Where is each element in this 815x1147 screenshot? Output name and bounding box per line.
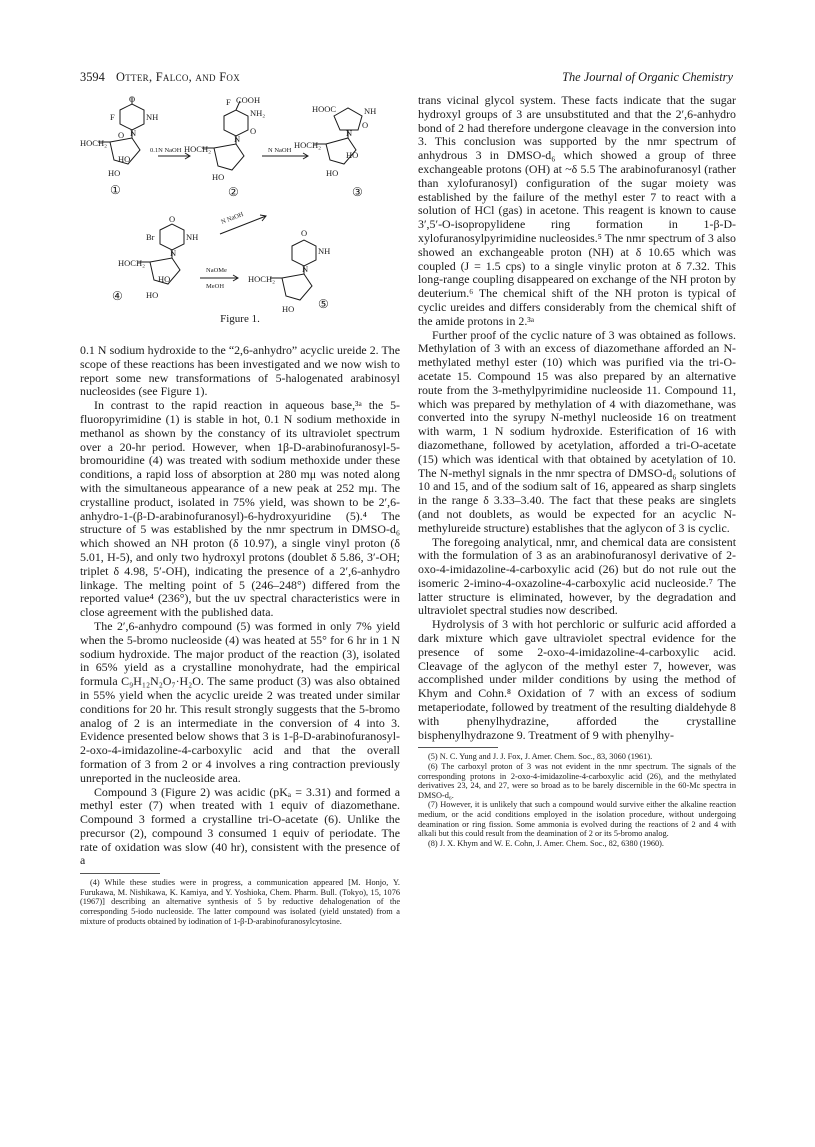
s1-ho2-label: HO bbox=[108, 168, 121, 178]
footnotes bbox=[418, 752, 736, 848]
page-number: 3594 bbox=[80, 70, 105, 84]
s4-nh-label: NH bbox=[186, 232, 199, 242]
s2-ho-label: HO bbox=[212, 172, 225, 182]
compound-3-number: ③ bbox=[352, 185, 363, 199]
journal-title: The Journal of Organic Chemistry bbox=[562, 70, 733, 84]
diagonal-arrow-reagent: N NaOH bbox=[220, 210, 245, 226]
s2-nh2-label: NH₂ bbox=[250, 108, 266, 118]
s3-hoch2-label: HOCH₂ bbox=[294, 140, 322, 150]
s2-fluorine-label: F bbox=[226, 97, 231, 107]
footnote: (8) J. X. Khym and W. E. Cohn, J. Amer. Chem. Soc., 82, 6380 (1960). bbox=[428, 838, 664, 848]
s5-nh-label: NH bbox=[318, 246, 331, 256]
paragraph: Hydrolysis of 3 with hot perchloric or sulfuric acid afforded a dark mixture which gave ultraviolet spectral evidence for the presence of some 2-oxo-4-imidazoline-4-carboxylic acid. Cleavage of the aglycon of the methyl ester 7, however, was accomplished under milder conditions by using the method of Khym and Cohn.⁸ Oxidation of 7 with an excess of sodium metaperiodate, followed by treatment of the resulting dialdehyde 8 with phenylhydrazine, afforded the crystalline bisphenylhydrazone 9. Treatment of 9 with phenylhy- bbox=[418, 617, 736, 742]
s5-oxo-label: O bbox=[301, 228, 308, 238]
running-header bbox=[80, 70, 733, 88]
arrow2-reagent: N NaOH bbox=[268, 147, 292, 154]
reaction-scheme-figure bbox=[80, 96, 400, 328]
compound-5-number: ⑤ bbox=[318, 297, 329, 311]
s1-n-label: N bbox=[130, 128, 137, 138]
left-column bbox=[80, 344, 400, 926]
paragraph: trans vicinal glycol system. These facts indicate that the sugar hydroxyl groups of 3 are unsubstituted and that the 2′,6-anhydro bond of 2 had therefore undergone cleavage in the conversion into 3. This conclusion was supported by the nmr spectrum of anhydrous 3 in DMSO-d₆ which showed a group of three exchangeable protons (OH) at ~δ 5.5 The arabinofuranosyl (rather than xylofuranosyl) configuration of the sugar moiety was established by the failure of the methyl ester 7 to react with a solution of HCl (gas) in acetone. This reagent is known to cause 3′,5′-O-isopropylidene ring formation in 1-β-D-xylofuranosylpyrimidine nucleosides.⁵ The nmr spectrum of 3 also showed an exchangeable proton (NH) at δ 10.65 which was coupled (J = 1.5 cps) to a single vinylic proton at δ 7.32. This long-range coupling disappeared on exchange of the NH proton by deuterium.⁶ The chemical shift of the NH proton is typical of cyclic ureides and differs considerably from the chemical shift of the amide protons in 2.³ᵃ bbox=[418, 93, 736, 328]
author-names: Otter, Falco, and Fox bbox=[116, 70, 241, 84]
s3-hooc-label: HOOC bbox=[312, 104, 337, 114]
paragraph: The 2′,6-anhydro compound (5) was formed in only 7% yield when the 5-bromo nucleoside (4) was heated at 55° for 6 hr in 1 N sodium hydroxide. The major product of the reaction (3), isolated in 65% yield as a crystalline monohydrate, had the empirical formula C₉H₁₂N₂O₇·H₂O. The same product (3) was also obtained in 55% yield when the acyclic ureide 2 was treated under similar conditions for 20 hr. This result strongly suggests that the 5-bromo analog of 2 is an intermediate in the conversion of 4 into 3. Evidence presented below shows that 3 is 1-β-D-arabinofuranosyl-2-oxo-4-imidazoline-4-carboxylic acid and that the overall formation of 3 from 2 or 4 involves a ring contraction previously unreported in the nucleoside area. bbox=[80, 618, 400, 785]
compound-2-number: ② bbox=[228, 185, 239, 199]
s5-hoch2-label: HOCH₂ bbox=[248, 274, 276, 284]
footnote: (6) The carboxyl proton of 3 was not evident in the nmr spectrum. The signals of the corresponding protons in 2-oxo-4-imidazoline-4-carboxylic acid (26), and the methylated derivatives 23, 24, and 27, were so broad as to be barely discernible in the 60-Mc spectra in DMSO-d₆. bbox=[418, 762, 736, 800]
s4-n-label: N bbox=[170, 248, 177, 258]
s3-ho2-label: HO bbox=[326, 168, 339, 178]
right-column bbox=[418, 94, 736, 848]
footnote-divider bbox=[418, 747, 498, 748]
compound-1-number: ① bbox=[110, 183, 121, 197]
s3-oxo-label: O bbox=[362, 120, 369, 130]
s1-ring-o-label: O bbox=[118, 130, 125, 140]
s1-hoch2-label: HOCH₂ bbox=[80, 138, 108, 148]
s2-hoch2-label: HOCH₂ bbox=[184, 144, 212, 154]
compound-4-number: ④ bbox=[112, 289, 123, 303]
s4-bromine-label: Br bbox=[146, 232, 155, 242]
s5-n-label: N bbox=[302, 264, 309, 274]
paragraph: Further proof of the cyclic nature of 3 was obtained as follows. Methylation of 3 with an excess of diazomethane afforded an N-methylated methyl ester (10) which was purified via the tri-O-acetate 15. Compound 15 was also prepared by an alternative route from the 3-methylpyrimidine nucleoside 11. Compound 11, which was prepared by methylation of 4 with diazomethane, was converted into the syrupy N-methyl nucleoside 16 on treatment with warm, 1 N sodium hydroxide. Esterification of 16 with diazomethane, followed by acetylation, afforded a tri-O-acetate (15) which was identical with that obtained by acetylation of 10. The N-methyl signals in the nmr spectra of DMSO-d₆ solutions of 10 and 15, and of the sodium salt of 16, appeared as sharp singlets in the range δ 3.33–3.40. The fact that these peaks are singlets (and not doublets, as would be expected for an acyclic N-methylureide structure) establishes that the aglycon of 3 is cyclic. bbox=[418, 327, 736, 535]
arrow3-reagent: NaOMe bbox=[206, 267, 227, 274]
s3-nh-label: NH bbox=[364, 106, 377, 116]
paragraph: The foregoing analytical, nmr, and chemical data are consistent with the formulation of 3 as an arabinofuranosyl derivative of 2-oxo-4-imidazoline-4-carboxylic acid (26) but do not rule out the isomeric 2-imino-4-oxazoline-4-carboxylic acid nucleoside.⁷ The latter structure is eliminated, however, by the degradation and ultraviolet spectral studies now described. bbox=[418, 534, 736, 618]
s1-oxo-label: O bbox=[129, 96, 136, 104]
s1-nh-label: NH bbox=[146, 112, 159, 122]
s3-ho-label: HO bbox=[346, 150, 359, 160]
s4-hoch2-label: HOCH₂ bbox=[118, 258, 146, 268]
footnote-divider bbox=[80, 873, 160, 874]
footnote: (5) N. C. Yung and J. J. Fox, J. Amer. Chem. Soc., 83, 3060 (1961). bbox=[428, 752, 653, 762]
s2-n-label: N bbox=[234, 134, 241, 144]
s4-ho-label: HO bbox=[158, 274, 171, 284]
footnote: (7) However, it is unlikely that such a compound would survive either the alkaline reaction medium, or the acid conditions employed in the isolation procedure, without undergoing deamination or ring fission. Some ammonia is evolved during the reactions of 2 and 4 with alkali but this could result from the deamination of 2 or its 5-bromo analog. bbox=[418, 800, 736, 839]
footnotes bbox=[80, 878, 400, 926]
paragraph: In contrast to the rapid reaction in aqueous base,³ᵃ the 5-fluoropyrimidine (1) is stable in hot, 0.1 N sodium methoxide in methanol as shown by the constancy of its ultraviolet spectrum over a 20-hr period. However, when 1β-D-arabinofuranosyl-5-bromouridine (4) was treated with sodium methoxide under these conditions, a rapid loss of absorption at 280 mμ was noted along with the simultaneous appearance of a new peak at 252 mμ. The crystalline product, isolated in 75% yield, was shown to be 2′,6-anhydro-1-(β-D-arabinofuranosyl)-6-hydroxyuridine (5).⁴ The structure of 5 was established by the nmr spectrum in DMSO-d₆ which showed an NH proton (δ 10.97), a single vinyl proton (δ 5.01, H-5), and only two hydroxyl protons (doublet δ 5.86, 3′-OH; triplet δ 4.98, 5′-OH), indicating the presence of a 2′,6-anhydro linkage. The melting point of 5 (246–248°) differed from the reported value⁴ (236°), but the uv spectral characteristics were in close agreement with the published data. bbox=[80, 398, 400, 620]
arrow3-solvent: MeOH bbox=[206, 283, 225, 290]
s5-ho-label: HO bbox=[282, 304, 295, 314]
paragraph: Compound 3 (Figure 2) was acidic (pKₐ = 3.31) and formed a methyl ester (7) when treated with 1 equiv of diazomethane. Compound 3 formed a crystalline tri-O-acetate (6). Unlike the precursor (2), compound 3 consumed 1 equiv of periodate. The rate of oxidation was slow (40 hr), consistent with the presence of a bbox=[80, 784, 400, 868]
paragraph: 0.1 N sodium hydroxide to the “2,6-anhydro” acyclic ureide 2. The scope of these reactions has been investigated and we now wish to report some new transformations of 5-halogenated arabinosyl nucleosides (see Figure 1). bbox=[80, 343, 400, 399]
s1-ho-label: HO bbox=[118, 154, 131, 164]
footnote: (4) While these studies were in progress, a communication appeared [M. Honjo, Y. Furukawa, M. Nishikawa, K. Kamiya, and Y. Yoshioka, Chem. Pharm. Bull. (Tokyo), 15, 1076 (1967)] describing an alternative synthesis of 5 by reductive dehalogenation of the corresponding 5-iodo nucleoside. The latter compound was isolated (yield unstated) from a mixture of products obtained by iodination of 1-β-D-arabinofuranosylcytosine. bbox=[80, 878, 400, 926]
s3-n-label: N bbox=[346, 128, 353, 138]
figure-caption: Figure 1. bbox=[220, 313, 260, 325]
arrow1-reagent: 0.1N NaOH bbox=[150, 147, 182, 154]
s2-oxo-label: O bbox=[250, 126, 257, 136]
s4-ho2-label: HO bbox=[146, 290, 159, 300]
s1-fluorine-label: F bbox=[110, 112, 115, 122]
s4-oxo-label: O bbox=[169, 214, 176, 224]
s2-cooh-label: COOH bbox=[236, 96, 261, 105]
